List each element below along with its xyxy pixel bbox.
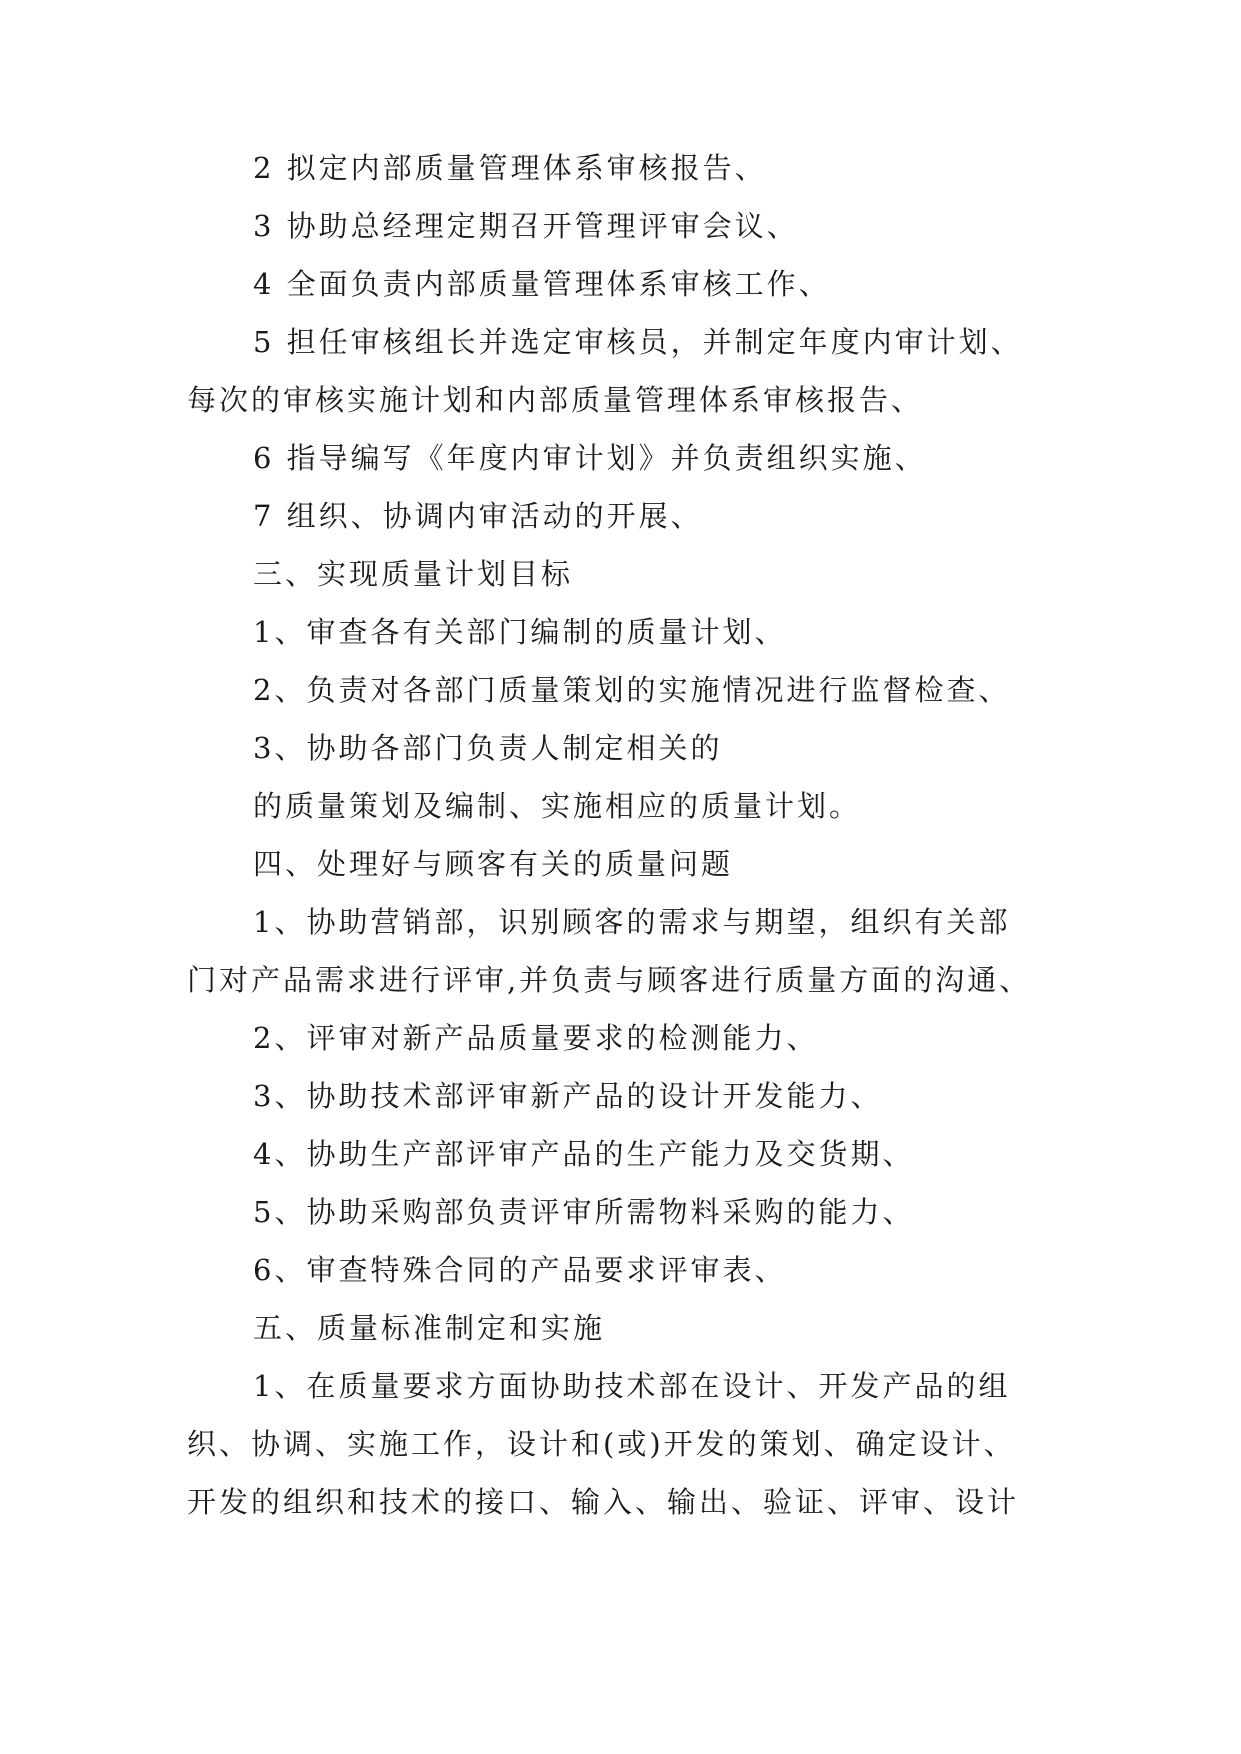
text-line: 3、协助各部门负责人制定相关的 xyxy=(253,731,723,765)
text-line: 2 拟定内部质量管理体系审核报告、 xyxy=(253,151,767,185)
text-line: 5 担任审核组长并选定审核员，并制定年度内审计划、 xyxy=(253,325,1023,359)
text-line: 织、协调、实施工作，设计和(或)开发的策划、确定设计、 xyxy=(187,1427,1016,1461)
text-line: 5、协助采购部负责评审所需物料采购的能力、 xyxy=(253,1195,915,1229)
section-heading: 三、实现质量计划目标 xyxy=(253,557,574,591)
text-line: 门对产品需求进行评审,并负责与顾客进行质量方面的沟通、 xyxy=(187,963,1032,997)
section-heading: 五、质量标准制定和实施 xyxy=(253,1311,606,1345)
text-line: 4、协助生产部评审产品的生产能力及交货期、 xyxy=(253,1137,915,1171)
text-line: 2、负责对各部门质量策划的实施情况进行监督检查、 xyxy=(253,673,1011,707)
text-line: 3、协助技术部评审新产品的设计开发能力、 xyxy=(253,1079,883,1113)
text-line: 2、评审对新产品质量要求的检测能力、 xyxy=(253,1021,819,1055)
text-line: 6、审查特殊合同的产品要求评审表、 xyxy=(253,1253,787,1287)
text-line: 开发的组织和技术的接口、输入、输出、验证、评审、设计 xyxy=(187,1485,1020,1519)
text-line: 每次的审核实施计划和内部质量管理体系审核报告、 xyxy=(187,383,924,417)
text-line: 1、审查各有关部门编制的质量计划、 xyxy=(253,615,787,649)
text-line: 4 全面负责内部质量管理体系审核工作、 xyxy=(253,267,831,301)
text-line: 3 协助总经理定期召开管理评审会议、 xyxy=(253,209,799,243)
text-line: 1、在质量要求方面协助技术部在设计、开发产品的组 xyxy=(253,1369,1011,1403)
text-line: 6 指导编写《年度内审计划》并负责组织实施、 xyxy=(253,441,927,475)
text-line: 的质量策划及编制、实施相应的质量计划。 xyxy=(253,789,862,823)
text-line: 7 组织、协调内审活动的开展、 xyxy=(253,499,703,533)
text-line: 1、协助营销部，识别顾客的需求与期望，组织有关部 xyxy=(253,905,1011,939)
section-heading: 四、处理好与顾客有关的质量问题 xyxy=(253,847,734,881)
